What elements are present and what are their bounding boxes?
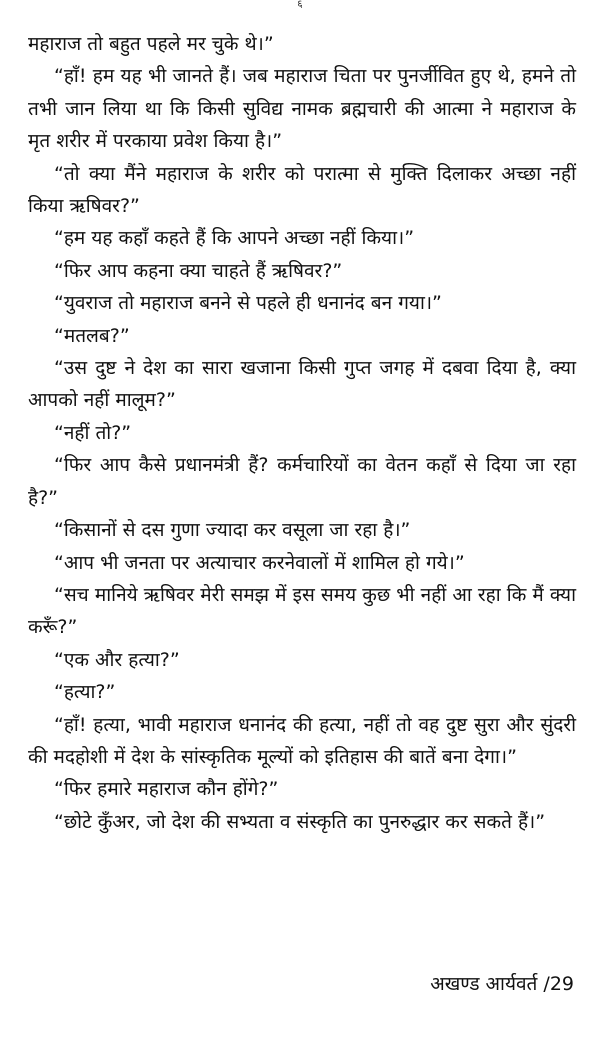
paragraph-13: “सच मानिये ऋषिवर मेरी समझ में इस समय कुछ भी नहीं आ रहा कि मैं क्या करूँ?” xyxy=(28,583,576,639)
paragraph-4: “हम यह कहाँ कहते हैं कि आपने अच्छा नहीं किया।” xyxy=(54,227,415,250)
paragraph-16: “हाँ! हत्या, भावी महाराज धनानंद की हत्या, नहीं तो वह दुष्ट सुरा और सुंदरी की मदहोशी में देश के सांस्कृतिक मूल्यों को इतिहास की बातें बना देगा।” xyxy=(28,713,576,768)
page-top-mark: ६ xyxy=(297,0,303,10)
paragraph-14: “एक और हत्या?” xyxy=(54,648,180,671)
footer-separator: / xyxy=(537,973,550,995)
paragraph-11: “किसानों से दस गुणा ज्यादा कर वसूला जा रहा है।” xyxy=(54,519,411,542)
paragraph-7: “मतलब?” xyxy=(54,324,130,347)
page-footer xyxy=(430,972,574,996)
paragraph-17: “फिर हमारे महाराज कौन होंगे?” xyxy=(54,778,279,801)
paragraph-5: “फिर आप कहना क्या चाहते हैं ऋषिवर?” xyxy=(54,259,343,282)
page-body-text xyxy=(28,28,576,838)
paragraph-2: “हाँ! हम यह भी जानते हैं। जब महाराज चिता पर पुनर्जीवित हुए थे, हमने तो तभी जान लिया था कि किसी सुविद्य नामक ब्रह्मचारी की आत्मा ने महाराज के मृत शरीर में परकाया प्रवेश किया है।” xyxy=(28,65,576,153)
paragraph-18: “छोटे कुँअर, जो देश की सभ्यता व संस्कृति का पुनरुद्धार कर सकते हैं।” xyxy=(54,810,546,833)
paragraph-15: “हत्या?” xyxy=(54,681,116,704)
paragraph-6: “युवराज तो महाराज बनने से पहले ही धनानंद बन गया।” xyxy=(54,292,442,315)
paragraph-8: “उस दुष्ट ने देश का सारा खजाना किसी गुप्त जगह में दबवा दिया है, क्या आपको नहीं मालूम?” xyxy=(28,357,576,412)
page-number: 29 xyxy=(549,973,574,995)
book-title: अखण्ड आर्यवर्त xyxy=(430,973,538,995)
paragraph-10: “फिर आप कैसे प्रधानमंत्री हैं? कर्मचारियों का वेतन कहाँ से दिया जा रहा है?” xyxy=(28,454,576,509)
paragraph-12: “आप भी जनता पर अत्याचार करनेवालों में शामिल हो गये।” xyxy=(54,551,465,574)
paragraph-1: महाराज तो बहुत पहले मर चुके थे।” xyxy=(28,33,274,55)
paragraph-3: “तो क्या मैंने महाराज के शरीर को परात्मा से मुक्ति दिलाकर अच्छा नहीं किया ऋषिवर?” xyxy=(28,162,576,218)
paragraph-9: “नहीं तो?” xyxy=(54,421,132,444)
